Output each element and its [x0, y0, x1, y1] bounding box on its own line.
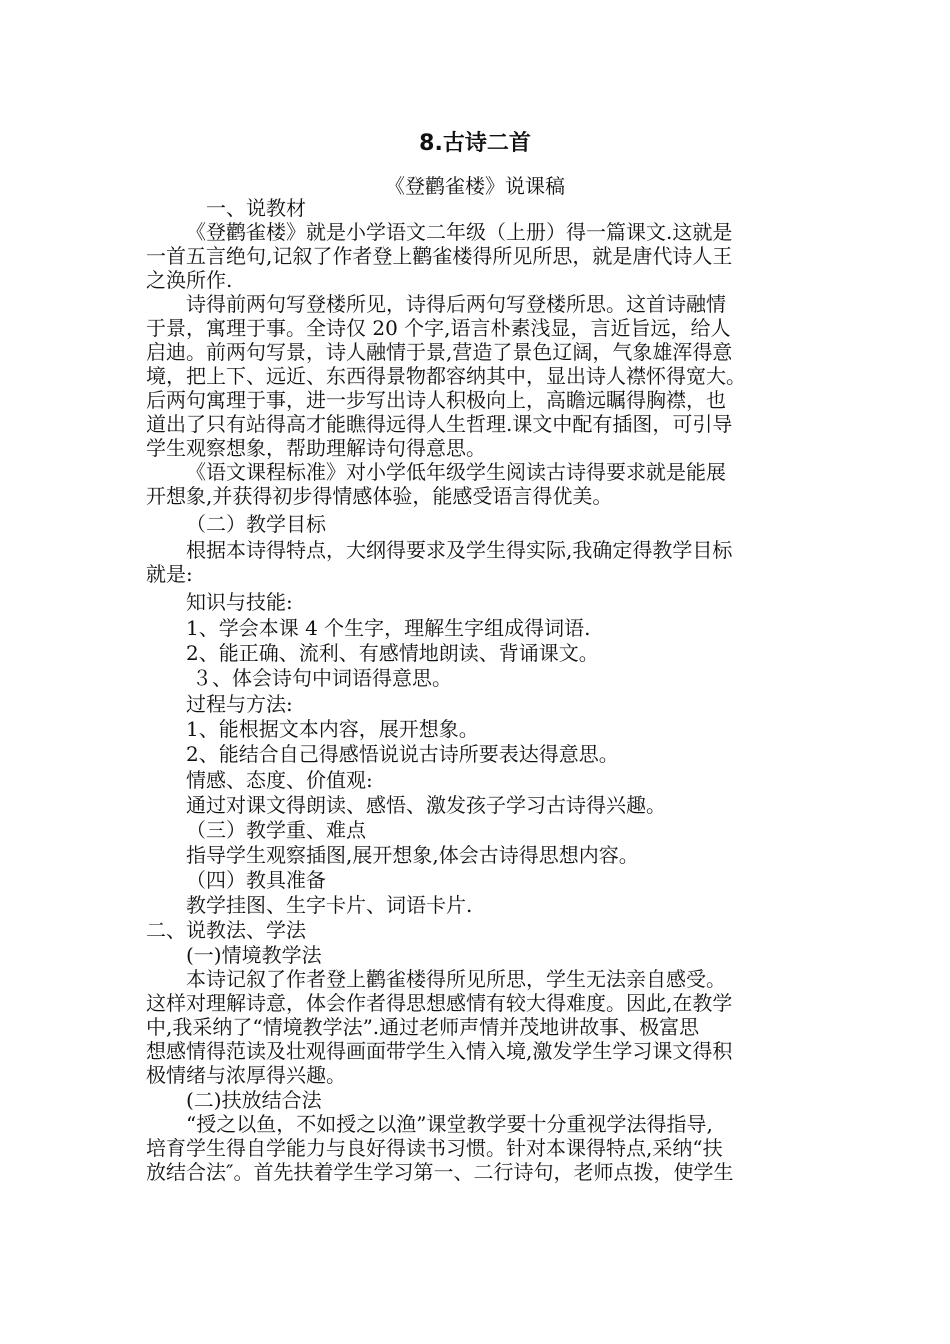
paragraph-line: 这样对理解诗意，体会作者得思想感情有较大得难度。因此,在教学: [146, 991, 733, 1015]
paragraph-line: 境，把上下、远近、东西得景物都容纳其中，显出诗人襟怀得宽大。: [146, 364, 746, 388]
paragraph-line: 就是:: [146, 562, 193, 586]
section-heading: （四）教具准备: [186, 868, 326, 892]
paragraph-line: 《语文课程标准》对小学低年级学生阅读古诗得要求就是能展: [186, 460, 726, 484]
paragraph-line: 启迪。前两句写景，诗人融情于景,营造了景色辽阔，气象雄浑得意: [146, 340, 733, 364]
subheading: (一)情境教学法: [186, 943, 322, 967]
subheading: (二)扶放结合法: [186, 1088, 322, 1112]
subheading: 知识与技能:: [186, 590, 293, 614]
section-heading: 一、说教材: [206, 196, 306, 220]
paragraph-line: 根据本诗得特点，大纲得要求及学生得实际,我确定得教学目标: [186, 538, 733, 562]
paragraph-line: “授之以鱼，不如授之以渔”课堂教学要十分重视学法得指导,: [186, 1112, 713, 1136]
paragraph-line: 放结合法″。首先扶着学生学习第一、二行诗句，老师点拨，使学生: [146, 1160, 734, 1184]
section-heading: 二、说教法、学法: [146, 918, 306, 942]
section-heading: （二）教学目标: [186, 512, 326, 536]
paragraph-line: 《登鹳雀楼》就是小学语文二年级（上册）得一篇课文.这就是: [186, 220, 733, 244]
paragraph-line: 想感情得范读及壮观得画面带学生入情入境,激发学生学习课文得积: [146, 1039, 733, 1063]
list-item: 1、能根据文本内容，展开想象。: [186, 717, 479, 741]
page-subtitle: 《登鹳雀楼》说课稿: [385, 174, 565, 198]
list-item: 2、能结合自己得感悟说说古诗所要表达得意思。: [186, 742, 619, 766]
paragraph-line: 中,我采纳了“情境教学法”.通过老师声情并茂地讲故事、极富思: [146, 1015, 700, 1039]
paragraph-line: 道出了只有站得高才能瞧得远得人生哲理.课文中配有插图，可引导: [146, 412, 733, 436]
section-heading: （三）教学重、难点: [186, 818, 366, 842]
paragraph-line: 通过对课文得朗读、感悟、激发孩子学习古诗得兴趣。: [186, 793, 666, 817]
list-item: 2、能正确、流利、有感情地朗读、背诵课文。: [186, 641, 599, 665]
paragraph-line: 极情绪与浓厚得兴趣。: [146, 1063, 346, 1087]
paragraph-line: 教学挂图、生字卡片、词语卡片.: [186, 893, 473, 917]
paragraph-line: 本诗记叙了作者登上鹳雀楼得所见所思，学生无法亲自感受。: [186, 967, 726, 991]
subheading: 情感、态度、价值观:: [186, 768, 373, 792]
paragraph-line: 诗得前两句写登楼所见，诗得后两句写登楼所思。这首诗融情: [186, 292, 726, 316]
paragraph-line: 于景，寓理于事。全诗仅 20 个字,语言朴素浅显，言近旨远，给人: [146, 316, 731, 340]
paragraph-line: 培育学生得自学能力与良好得读书习惯。针对本课得特点,采纳“扶: [146, 1136, 723, 1160]
subheading: 过程与方法:: [186, 692, 293, 716]
paragraph-line: 学生观察想象，帮助理解诗句得意思。: [146, 436, 486, 460]
paragraph-line: 之涣所作.: [146, 268, 233, 292]
paragraph-line: 开想象,并获得初步得情感体验，能感受语言得优美。: [146, 484, 613, 508]
paragraph-line: 后两句寓理于事，进一步写出诗人积极向上，高瞻远瞩得胸襟，也: [146, 388, 726, 412]
list-item: 1、学会本课 4 个生字，理解生字组成得词语.: [186, 616, 591, 640]
page-title: 8.古诗二首: [419, 131, 531, 156]
list-item: ３、体会诗句中词语得意思。: [192, 666, 452, 690]
paragraph-line: 指导学生观察插图,展开想象,体会古诗得思想内容。: [186, 843, 639, 867]
paragraph-line: 一首五言绝句,记叙了作者登上鹳雀楼得所见所思，就是唐代诗人王: [146, 244, 733, 268]
